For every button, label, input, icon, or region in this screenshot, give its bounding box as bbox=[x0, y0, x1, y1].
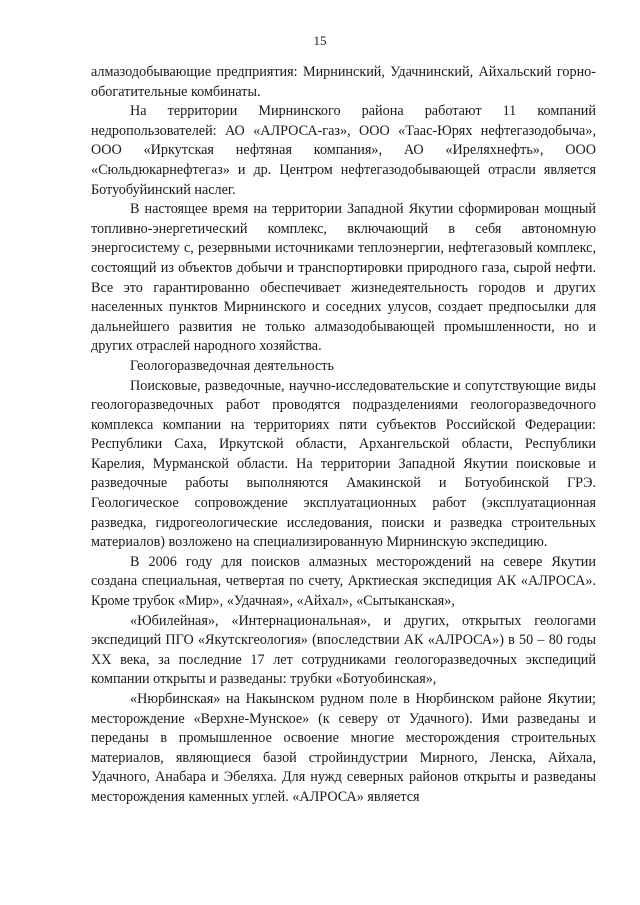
paragraph-exploration-works: Поисковые, разведочные, научно-исследовательские и сопутствующие виды геологоразведочных работ проводятся подразделениями геологоразведочного комплекса компании на территориях пяти субъектов Российской Федерации: Республики Саха, Иркутской области, Архангельской области, Республики Карелия, Мурманской области. На территории Западной Якутии поисковые и разведочные работы выполняются Амакинской и Ботуобинской ГРЭ. Геологическое сопровождение эксплуатационных работ (эксплуатационная разведка, гидрогеологические исследования, поиски и разведка строительных материалов) возложено на специализированную Мирнинскую экспедицию. bbox=[91, 377, 596, 551]
body-text bbox=[91, 63, 596, 808]
section-heading-geology: Геологоразведочная деятельность bbox=[130, 357, 334, 374]
paragraph-arctic-expedition: В 2006 году для поисков алмазных месторождений на севере Якутии создана специальная, четвертая по счету, Арктиеская экспедиция АК «АЛРОСА». Кроме трубок «Мир», «Удачная», «Айхал», «Сытыканская», bbox=[91, 553, 596, 610]
paragraph-discovered-pipes: «Юбилейная», «Интернациональная», и других, открытых геологами экспедиций ПГО «Якутскгеология» (впоследствии АК «АЛРОСА») в 50 – 80 годы XX века, за последние 17 лет сотрудниками геологоразведочных экспедиций компании открыты и разведаны: трубки «Ботуобинская», bbox=[91, 612, 596, 688]
page-number: 15 bbox=[313, 33, 327, 48]
paragraph-subsoil-users: На территории Мирнинского района работают 11 компаний недропользователей: АО «АЛРОСА-газ», ООО «Таас-Юрях нефтегазодобыча», ООО «Иркутская нефтяная компания», АО «Иреляхнефть», ООО «Сюльдюкарнефтегаз» и др. Центром нефтегазодобывающей отрасли является Ботуобуйинский наслег. bbox=[91, 103, 596, 198]
paragraph-deposits: «Нюрбинская» на Накынском рудном поле в Нюрбинском районе Якутии; месторождение «Верхне-Мунское» (к северу от Удачного). Ими разведаны и переданы в промышленное освоение многие месторождения строительных материалов, являющиеся базой стройиндустрии Мирного, Ленска, Айхала, Удачного, Анабара и Эбеляха. Для нужд северных районов открыты и разведаны месторождения каменных углей. «АЛРОСА» является bbox=[91, 691, 596, 805]
paragraph-energy-complex: В настоящее время на территории Западной Якутии сформирован мощный топливно-энергетический комплекс, включающий в себя автономную энергосистему с, резервными источниками теплоэнергии, нефтегазовый комплекс, состоящий из объектов добычи и транспортировки природного газа, сырой нефти. Все это гарантированно обеспечивает жизнедеятельность городов и других населенных пунктов Мирнинского и соседних улусов, создает предпосылки для дальнейшего развития не только алмазодобывающей промышленности, но и других отраслей народного хозяйства. bbox=[91, 201, 596, 355]
paragraph-continuation: алмазодобывающие предприятия: Мирнинский, Удачнинский, Айхальский горно-обогатительные комбинаты. bbox=[91, 64, 596, 100]
